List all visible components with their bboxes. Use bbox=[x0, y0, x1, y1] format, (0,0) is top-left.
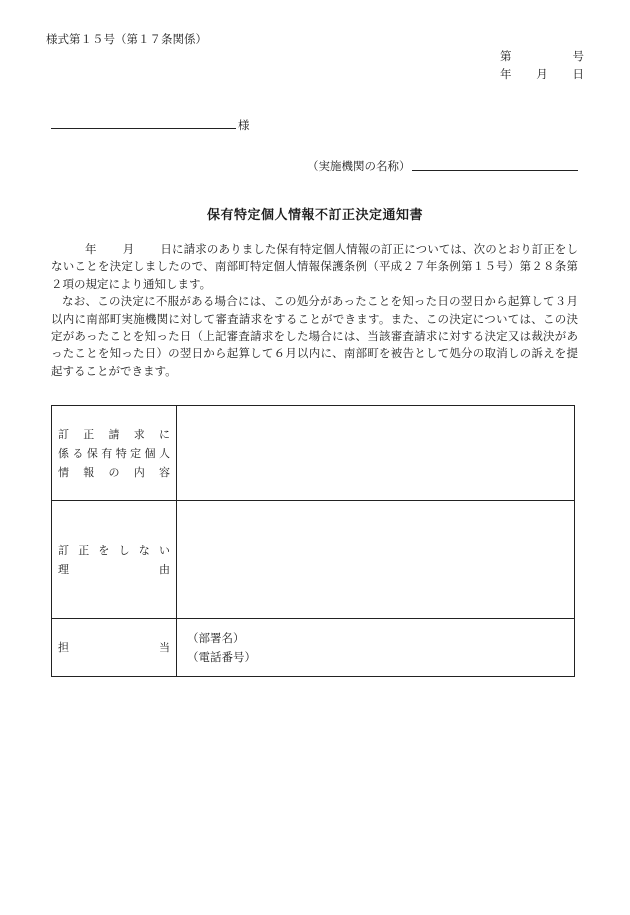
label-char: し bbox=[118, 543, 130, 557]
body-year: 年 bbox=[85, 242, 97, 256]
label-char: 当 bbox=[159, 641, 170, 654]
year-label: 年 bbox=[500, 67, 512, 81]
label-char: 報 bbox=[83, 465, 95, 479]
label-char: 保 bbox=[86, 446, 98, 460]
label-char: 特 bbox=[115, 446, 127, 460]
row-label-contact bbox=[52, 619, 177, 677]
document-number-row bbox=[500, 48, 584, 64]
recipient-name-line bbox=[51, 128, 236, 129]
dai-label: 第 bbox=[500, 49, 512, 63]
table-row bbox=[52, 406, 575, 501]
month-label: 月 bbox=[536, 67, 548, 81]
reason-field[interactable] bbox=[177, 501, 575, 619]
table-row bbox=[52, 619, 575, 677]
label-char: 理 bbox=[58, 562, 69, 576]
label-line bbox=[58, 560, 170, 579]
label-char: 有 bbox=[101, 446, 113, 460]
department-label: （部署名） bbox=[187, 630, 245, 645]
label-char: 内 bbox=[133, 465, 145, 479]
label-line bbox=[58, 463, 170, 482]
label-char: の bbox=[108, 465, 120, 479]
notice-paragraph-1 bbox=[51, 241, 578, 293]
label-char: 訂 bbox=[58, 427, 69, 441]
label-char: 情 bbox=[58, 465, 69, 479]
recipient-suffix: 様 bbox=[238, 118, 250, 132]
date-row bbox=[500, 66, 584, 82]
label-char: 係 bbox=[58, 446, 69, 460]
label-line bbox=[58, 541, 170, 560]
form-number: 様式第１５号（第１７条関係） bbox=[46, 32, 207, 46]
label-char: い bbox=[158, 543, 170, 557]
org-name-line bbox=[412, 170, 578, 171]
org-name-label: （実施機関の名称） bbox=[307, 159, 411, 173]
label-char: 容 bbox=[159, 465, 170, 479]
gou-label: 号 bbox=[572, 49, 584, 63]
row-label-content bbox=[52, 406, 177, 501]
label-char: る bbox=[72, 446, 84, 460]
label-char: 正 bbox=[78, 543, 90, 557]
label-char: 人 bbox=[158, 446, 170, 460]
notice-paragraph-2: なお、この決定に不服がある場合には、この処分があったことを知った日の翌日から起算して３月以内に南部町実施機関に対して審査請求をすることができます。また、この決定については、この決定があったことを知った日（上記審査請求をした場合には、当該審査請求に対する決定又は裁決があったことを知った日）の翌日から起算して６月以内に、南部町を被告として処分の取消しの訴えを提起することができます。 bbox=[51, 294, 578, 378]
label-char: な bbox=[138, 543, 150, 557]
label-char: 個 bbox=[144, 446, 156, 460]
day-label: 日 bbox=[572, 67, 584, 81]
label-char: に bbox=[159, 427, 170, 441]
row-label-reason bbox=[52, 501, 177, 619]
phone-label: （電話番号） bbox=[187, 649, 256, 664]
info-table bbox=[51, 405, 575, 677]
label-char: 請 bbox=[108, 427, 120, 441]
label-char: 正 bbox=[83, 427, 95, 441]
label-line bbox=[58, 425, 170, 444]
label-char: 訂 bbox=[58, 543, 69, 557]
contact-field[interactable] bbox=[177, 619, 575, 677]
label-char: 求 bbox=[133, 427, 145, 441]
document-title: 保有特定個人情報不訂正決定通知書 bbox=[206, 208, 423, 223]
table-row bbox=[52, 501, 575, 619]
content-field[interactable] bbox=[177, 406, 575, 501]
notice-body bbox=[51, 241, 578, 380]
body-rest: 日に請求のありました保有特定個人情報の訂正については、次のとおり訂正をしないことを決定しましたので、南部町特定個人情報保護条例（平成２７年条例第１５号）第２８条第２項の規定により通知します。 bbox=[51, 242, 579, 291]
body-month: 月 bbox=[122, 242, 135, 256]
label-char: 担 bbox=[58, 641, 69, 654]
label-char: を bbox=[98, 543, 110, 557]
label-line bbox=[58, 444, 170, 463]
label-line bbox=[58, 638, 170, 657]
label-char: 定 bbox=[130, 446, 142, 460]
label-char: 由 bbox=[159, 562, 170, 576]
